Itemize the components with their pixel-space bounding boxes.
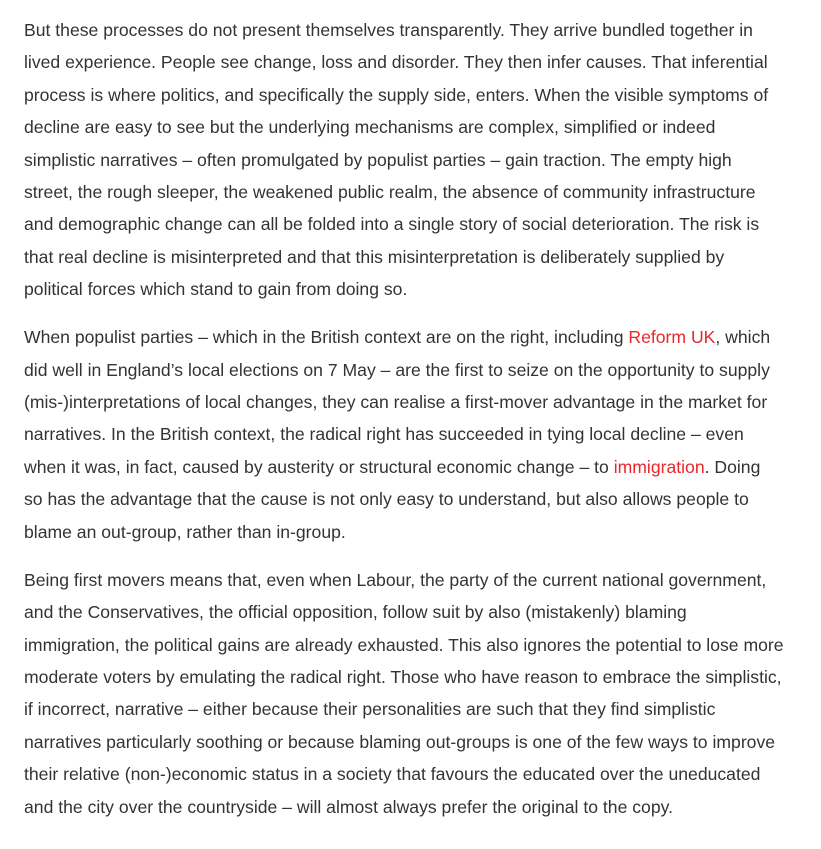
- inline-link[interactable]: Reform UK: [628, 327, 716, 348]
- paragraph-line: [24, 321, 814, 353]
- text-segment: and the city over the countryside – will almost always prefer the original to the copy.: [24, 796, 674, 817]
- text-segment: , which: [715, 327, 771, 348]
- article-paragraph: [24, 564, 814, 823]
- paragraph-line: [24, 693, 814, 725]
- text-segment: street, the rough sleeper, the weakened public realm, the absence of community infrastructure: [24, 182, 756, 203]
- paragraph-line: [24, 241, 814, 273]
- text-segment: lived experience. People see change, loss and disorder. They then infer causes. That inferential: [24, 52, 768, 73]
- text-segment: narratives. In the British context, the radical right has succeeded in tying local decline – even: [24, 424, 744, 445]
- text-segment: political forces which stand to gain from doing so.: [24, 279, 408, 300]
- text-segment: immigration, the political gains are already exhausted. This also ignores the potential to lose more: [24, 634, 784, 655]
- paragraph-line: [24, 208, 814, 240]
- inline-link[interactable]: immigration: [613, 456, 705, 477]
- text-segment: that real decline is misinterpreted and that this misinterpretation is deliberately supplied by: [24, 246, 725, 267]
- text-segment: if incorrect, narrative – either because their personalities are such that they find simplistic: [24, 699, 716, 720]
- text-segment: when it was, in fact, caused by austerity or structural economic change – to: [24, 456, 614, 477]
- paragraph-line: [24, 726, 814, 758]
- text-segment: . Doing: [704, 456, 761, 477]
- paragraph-line: [24, 596, 814, 628]
- text-segment: process is where politics, and specifically the supply side, enters. When the visible symptoms of: [24, 84, 769, 105]
- text-segment: and the Conservatives, the official opposition, follow suit by also (mistakenly) blaming: [24, 602, 687, 623]
- article-paragraph: [24, 321, 814, 548]
- text-segment: narratives particularly soothing or because blaming out-groups is one of the few ways to improve: [24, 731, 776, 752]
- paragraph-line: [24, 516, 814, 548]
- text-segment: moderate voters by emulating the radical right. Those who have reason to embrace the simplistic,: [24, 666, 782, 687]
- text-segment: did well in England’s local elections on 7 May – are the first to seize on the opportunity to supply: [24, 359, 770, 380]
- text-segment: (mis-)interpretations of local changes, they can realise a first-mover advantage in the market for: [24, 392, 768, 413]
- text-segment: Being first movers means that, even when Labour, the party of the current national government,: [24, 569, 767, 590]
- paragraph-line: [24, 111, 814, 143]
- paragraph-line: [24, 758, 814, 790]
- paragraph-line: [24, 46, 814, 78]
- paragraph-line: [24, 176, 814, 208]
- text-segment: When populist parties – which in the British context are on the right, including: [24, 327, 629, 348]
- paragraph-line: [24, 79, 814, 111]
- text-segment: But these processes do not present themselves transparently. They arrive bundled together in: [24, 20, 753, 40]
- paragraph-line: [24, 386, 814, 418]
- text-segment: decline are easy to see but the underlying mechanisms are complex, simplified or indeed: [24, 117, 716, 138]
- text-segment: their relative (non-)economic status in a society that favours the educated over the uneducated: [24, 764, 761, 785]
- text-segment: and demographic change can all be folded into a single story of social deterioration. The risk is: [24, 214, 760, 235]
- article-body: [24, 14, 814, 839]
- paragraph-line: [24, 629, 814, 661]
- paragraph-line: [24, 564, 814, 596]
- text-segment: so has the advantage that the cause is not only easy to understand, but also allows people to: [24, 489, 749, 510]
- text-segment: blame an out-group, rather than in-group.: [24, 521, 346, 542]
- text-segment: simplistic narratives – often promulgated by populist parties – gain traction. The empty high: [24, 149, 732, 170]
- paragraph-line: [24, 451, 814, 483]
- paragraph-line: [24, 14, 814, 46]
- paragraph-line: [24, 144, 814, 176]
- paragraph-line: [24, 661, 814, 693]
- paragraph-line: [24, 418, 814, 450]
- paragraph-line: [24, 791, 814, 823]
- paragraph-line: [24, 354, 814, 386]
- article-paragraph: [24, 14, 814, 306]
- paragraph-line: [24, 483, 814, 515]
- paragraph-line: [24, 273, 814, 305]
